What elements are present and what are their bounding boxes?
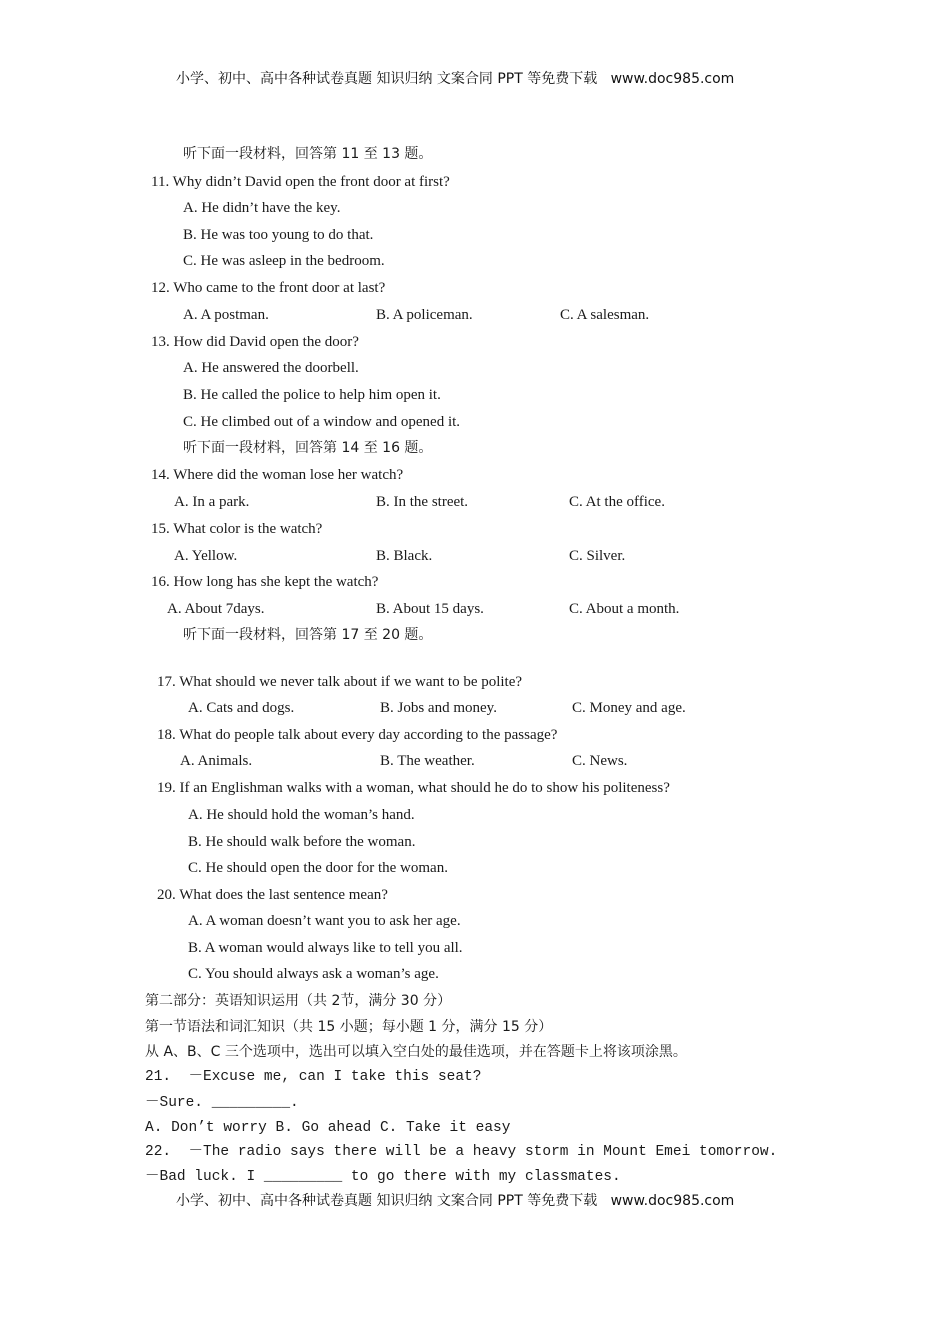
section-instruction: 从 A、B、C 三个选项中，选出可以填入空白处的最佳选项，并在答题卡上将该项涂黑。 bbox=[145, 1044, 687, 1060]
option-a: A. A woman doesn’t want you to ask her age. bbox=[188, 913, 461, 929]
question-stem: 12. Who came to the front door at last? bbox=[151, 280, 386, 296]
dialogue-line-1: 21. －Excuse me, can I take this seat? bbox=[145, 1069, 482, 1085]
question-stem: 19. If an Englishman walks with a woman, what should he do to show his politeness? bbox=[157, 780, 670, 796]
option-b: B. He was too young to do that. bbox=[183, 227, 374, 243]
option-c: C. News. bbox=[572, 753, 628, 769]
instruction-14-16: 听下面一段材料，回答第 14 至 16 题。 bbox=[183, 440, 433, 456]
instruction-17-20: 听下面一段材料，回答第 17 至 20 题。 bbox=[183, 627, 433, 643]
option-c: C. At the office. bbox=[569, 494, 665, 510]
question-stem: 11. Why didn’t David open the front door at first? bbox=[151, 174, 450, 190]
option-c: C. You should always ask a woman’s age. bbox=[188, 966, 439, 982]
part-title: 第二部分：英语知识运用（共 2节，满分 30 分） bbox=[145, 993, 452, 1009]
question-stem: 20. What does the last sentence mean? bbox=[157, 887, 388, 903]
option-a: A. He should hold the woman’s hand. bbox=[188, 807, 415, 823]
question-stem: 15. What color is the watch? bbox=[151, 521, 323, 537]
option-a: A. About 7days. bbox=[167, 601, 265, 617]
dialogue-line-2: －Sure. _________. bbox=[145, 1095, 299, 1111]
question-stem: 16. How long has she kept the watch? bbox=[151, 574, 379, 590]
instruction-11-13: 听下面一段材料，回答第 11 至 13 题。 bbox=[183, 146, 433, 162]
option-b: B. Black. bbox=[376, 548, 433, 564]
option-a: A. Yellow. bbox=[174, 548, 238, 564]
dialogue-line-1: 22. －The radio says there will be a heavy storm in Mount Emei tomorrow. bbox=[145, 1144, 778, 1160]
option-b: B. The weather. bbox=[380, 753, 475, 769]
option-b: B. A policeman. bbox=[376, 307, 473, 323]
page-header: 小学、初中、高中各种试卷真题 知识归纳 文案合同 PPT 等免费下载 www.doc985.com bbox=[176, 71, 735, 87]
options-line: A. Don’t worry B. Go ahead C. Take it easy bbox=[145, 1120, 511, 1136]
option-a: A. He answered the doorbell. bbox=[183, 360, 359, 376]
option-c: C. About a month. bbox=[569, 601, 680, 617]
option-c: C. He was asleep in the bedroom. bbox=[183, 253, 385, 269]
option-a: A. Cats and dogs. bbox=[188, 700, 295, 716]
option-b: B. About 15 days. bbox=[376, 601, 484, 617]
section-title: 第一节语法和词汇知识（共 15 小题；每小题 1 分，满分 15 分） bbox=[145, 1019, 553, 1035]
option-c: C. Money and age. bbox=[572, 700, 686, 716]
question-stem: 17. What should we never talk about if we want to be polite? bbox=[157, 674, 523, 690]
option-a: A. A postman. bbox=[183, 307, 269, 323]
question-stem: 13. How did David open the door? bbox=[151, 334, 359, 350]
option-c: C. A salesman. bbox=[560, 307, 650, 323]
option-c: C. He climbed out of a window and opened it. bbox=[183, 414, 461, 430]
option-a: A. He didn’t have the key. bbox=[183, 200, 341, 216]
option-c: C. He should open the door for the woman. bbox=[188, 860, 448, 876]
option-b: B. In the street. bbox=[376, 494, 469, 510]
option-b: B. A woman would always like to tell you all. bbox=[188, 940, 463, 956]
option-a: A. In a park. bbox=[174, 494, 250, 510]
dialogue-line-2: －Bad luck. I _________ to go there with my classmates. bbox=[145, 1169, 621, 1185]
option-c: C. Silver. bbox=[569, 548, 626, 564]
option-b: B. Jobs and money. bbox=[380, 700, 497, 716]
question-stem: 14. Where did the woman lose her watch? bbox=[151, 467, 404, 483]
question-stem: 18. What do people talk about every day according to the passage? bbox=[157, 727, 558, 743]
option-b: B. He called the police to help him open it. bbox=[183, 387, 441, 403]
page-footer: 小学、初中、高中各种试卷真题 知识归纳 文案合同 PPT 等免费下载 www.doc985.com bbox=[176, 1193, 735, 1209]
option-a: A. Animals. bbox=[180, 753, 253, 769]
option-b: B. He should walk before the woman. bbox=[188, 834, 416, 850]
